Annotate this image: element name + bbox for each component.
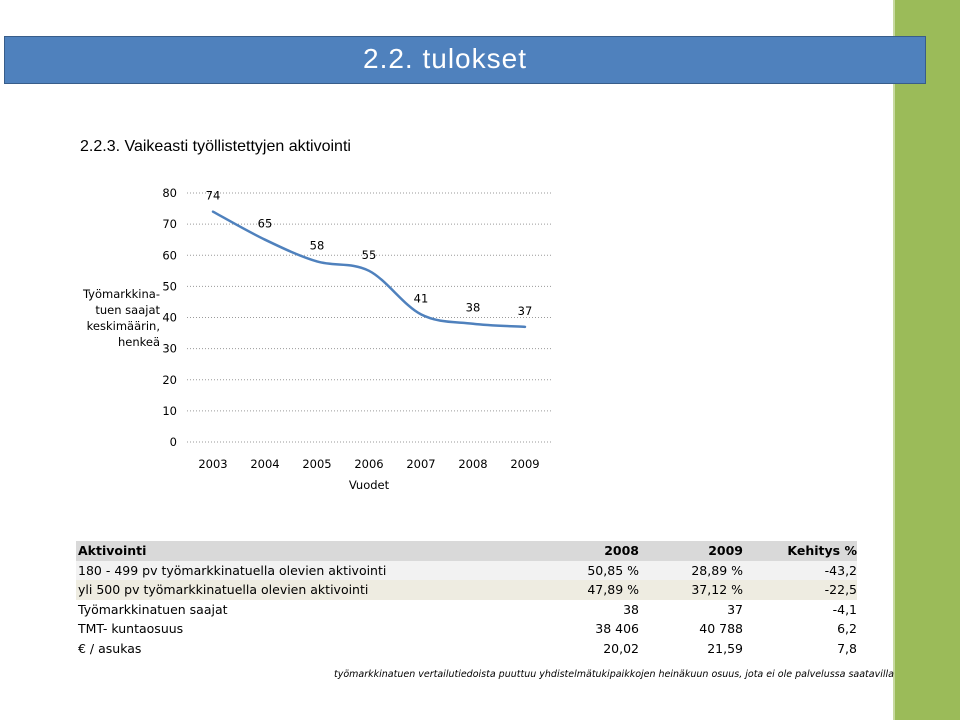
table-header-cell: Aktivointi [78, 543, 147, 559]
x-tick-label: 2008 [458, 457, 488, 471]
table-cell: 38 406 [595, 621, 639, 637]
table-cell: 6,2 [837, 621, 857, 637]
table-cell: 28,89 % [691, 562, 743, 578]
table-header-cell: 2009 [708, 543, 743, 559]
data-label: 58 [309, 238, 325, 253]
table-cell: 21,59 [707, 640, 743, 656]
data-label: 38 [465, 300, 481, 315]
x-tick-label: 2005 [302, 457, 332, 471]
y-tick-label: 30 [162, 341, 177, 356]
table-cell: 47,89 % [587, 582, 639, 598]
x-axis-title: Vuodet [348, 478, 390, 492]
data-label: 74 [205, 188, 221, 203]
y-tick-label: 60 [162, 248, 177, 263]
table-row [76, 619, 857, 639]
table-cell: 180 - 499 pv työmarkkinatuella olevien aktivointi [78, 562, 387, 578]
table-cell: Työmarkkinatuen saajat [78, 601, 228, 617]
y-tick-label: 70 [162, 217, 177, 232]
side-accent-bar [893, 0, 960, 720]
footnote: työmarkkinatuen vertailutiedoista puuttuu yhdistelmätukipaikkojen heinäkuun osuus, jota ei ole palvelussa saatavilla [334, 669, 894, 680]
y-tick-label: 50 [162, 279, 177, 294]
table-header-row [76, 541, 857, 561]
table-cell: 40 788 [699, 621, 743, 637]
y-tick-label: 80 [162, 186, 177, 200]
table-cell: 38 [623, 601, 639, 617]
y-axis-title-line: tuen saajat [95, 303, 160, 317]
table-cell: -4,1 [832, 601, 857, 617]
table-cell: 20,02 [603, 640, 639, 656]
table-cell: TMT- kuntaosuus [78, 621, 184, 637]
table-cell: 37,12 % [691, 582, 743, 598]
y-axis-title-line: keskimäärin, [86, 319, 160, 333]
table-header-cell: 2008 [604, 543, 639, 559]
x-tick-label: 2003 [198, 457, 228, 471]
activation-table [76, 541, 857, 658]
y-tick-label: 0 [169, 435, 177, 449]
x-tick-label: 2009 [510, 457, 540, 471]
table-cell: 7,8 [837, 640, 857, 656]
table-header-cell: Kehitys % [787, 543, 857, 559]
data-label: 37 [517, 303, 533, 318]
data-label: 41 [413, 291, 429, 306]
y-tick-label: 10 [162, 403, 177, 418]
x-tick-label: 2004 [250, 457, 280, 471]
data-label: 55 [361, 247, 377, 262]
page-title: 2.2. tulokset [363, 43, 527, 74]
y-tick-label: 40 [162, 310, 177, 325]
y-axis-title-line: Työmarkkina- [82, 287, 160, 301]
table-cell: yli 500 pv työmarkkinatuella olevien aktivointi [78, 582, 369, 598]
section-subtitle: 2.2.3. Vaikeasti työllistettyjen aktivointi [80, 138, 351, 155]
table-cell: -43,2 [824, 562, 857, 578]
y-axis-title [64, 286, 160, 350]
table-cell: -22,5 [824, 582, 857, 598]
x-tick-label: 2006 [354, 457, 384, 471]
table-cell: 37 [727, 601, 743, 617]
table-row [76, 561, 857, 581]
data-label: 65 [257, 216, 273, 231]
y-axis-title-line: henkeä [117, 335, 160, 349]
table-row [76, 580, 857, 600]
y-tick-label: 20 [162, 372, 177, 387]
table-row [76, 639, 857, 659]
title-band [4, 36, 926, 84]
table-cell: 50,85 % [587, 562, 639, 578]
table-row [76, 600, 857, 620]
table-cell: € / asukas [78, 640, 142, 656]
x-tick-label: 2007 [406, 457, 436, 471]
